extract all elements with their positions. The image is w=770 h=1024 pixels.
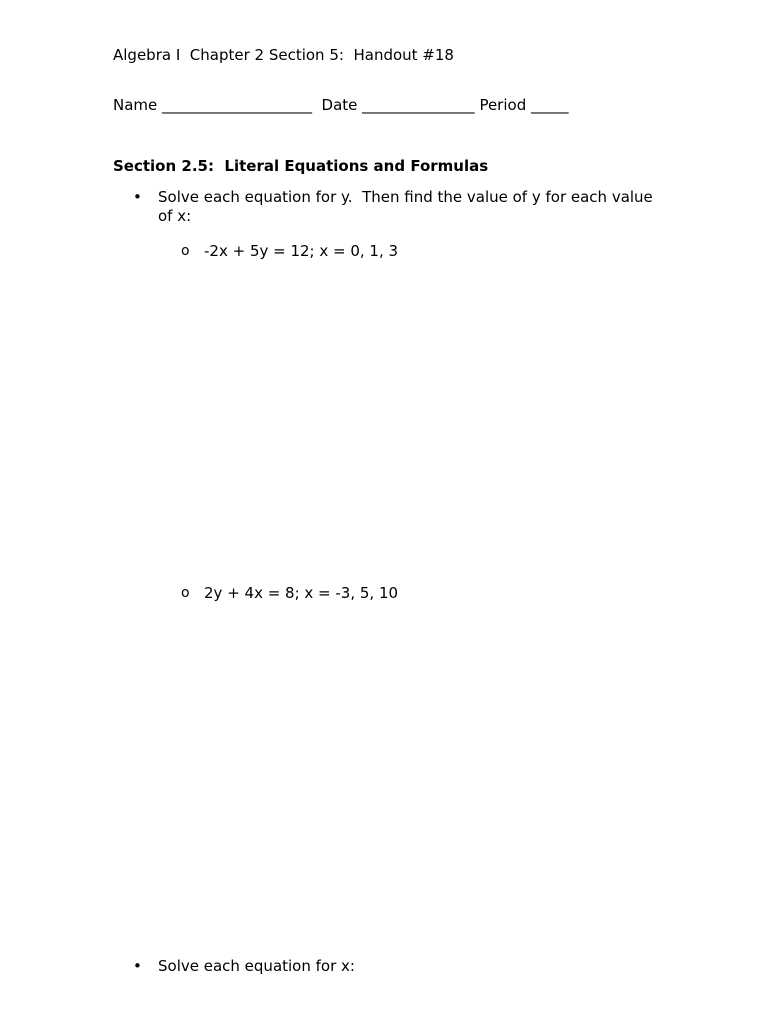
instruction-text-continued: of x:: [158, 207, 192, 225]
section-heading: Section 2.5: Literal Equations and Formulas: [113, 157, 489, 175]
instruction-text: Solve each equation for x:: [158, 957, 355, 975]
handout-title: Algebra I Chapter 2 Section 5: Handout #18: [113, 46, 454, 64]
equation-problem: -2x + 5y = 12; x = 0, 1, 3: [204, 242, 399, 260]
name-date-period-line: Name ____________________ Date _______________ Period _____: [113, 96, 569, 114]
instruction-text: Solve each equation for y. Then find the value of y for each value: [158, 188, 653, 206]
bullet-marker: •: [133, 957, 142, 975]
sub-item-marker: o: [181, 585, 190, 601]
bullet-marker: •: [133, 188, 142, 206]
sub-item-marker: o: [181, 243, 190, 259]
equation-problem: 2y + 4x = 8; x = -3, 5, 10: [204, 584, 399, 602]
